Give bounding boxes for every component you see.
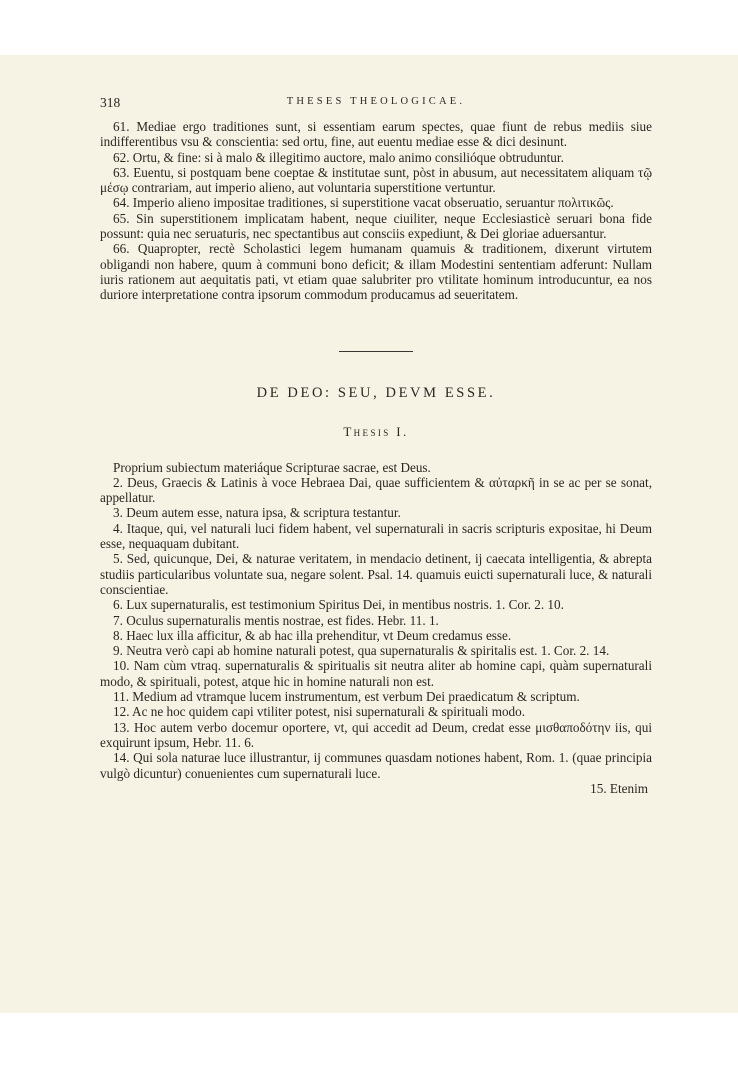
thesis-paragraph-2: 2. Deus, Graecis & Latinis à voce Hebraea Dai, quae sufficientem & αὐταρκῆ in se ac per se sonat, appellatur. xyxy=(100,474,652,506)
section-divider xyxy=(339,351,413,352)
thesis-paragraph-5: 5. Sed, quicunque, Dei, & naturae veritatem, in mendacio detinent, ij caecata intelligentia, & abrepta studiis particularibus voluntate sua, negare solent. Psal. 14. quamuis euicti supernaturali luce, & naturali conscientiae. xyxy=(100,551,652,597)
paragraph-66: 66. Quapropter, rectè Scholastici legem humanam quamuis & traditionem, dixerunt virtutem obligandi non habere, quum à communi bono deficit; & illam Modestini sententiam adferunt: Nullam iuris rationem aut aequitatis pati, vt etiam quae salubriter pro vtilitate hominum introducuntur, ea nos duriore interpretatione contra ipsorum commodum producamus ad seueritatem. xyxy=(100,241,652,303)
thesis-paragraph-4: 4. Itaque, qui, vel naturali luci fidem habent, vel supernaturali in sacris scripturis expositae, hi Deum esse, nequaquam dubitant. xyxy=(100,520,652,552)
page-header xyxy=(100,95,652,119)
top-paragraphs xyxy=(100,119,652,303)
section-title: DE DEO: SEU, DEVM ESSE. xyxy=(256,384,496,401)
paragraph-62: 62. Ortu, & fine: si à malo & illegitimo auctore, malo animo consilióque obtruduntur. xyxy=(113,149,564,165)
paragraph-64: 64. Imperio alieno impositae traditiones, si superstitione vacat obseruatio, seruantur πολιτικῶς. xyxy=(113,195,614,211)
thesis-paragraphs xyxy=(100,460,652,781)
running-title: THESES THEOLOGICAE. xyxy=(286,96,466,107)
catchword: 15. Etenim xyxy=(590,780,648,796)
paragraph-63: 63. Euentu, si postquam bene coeptae & institutae sunt, pòst in abusum, aut necessitatem aliquam τῷ μέσῳ contrariam, aut imperio alieno, aut voluntaria superstitione vertuntur. xyxy=(100,164,652,196)
thesis-paragraph-11: 11. Medium ad vtramque lucem instrumentum, est verbum Dei praedicatum & scriptum. xyxy=(113,689,580,705)
paragraph-61: 61. Mediae ergo traditiones sunt, si essentiam earum spectes, quae fiunt de rebus mediis siue indifferentibus vsu & conscientia: sed ortu, fine, aut euentu mediae esse & dici desinunt. xyxy=(100,119,652,150)
thesis-paragraph-1: Proprium subiectum materiáque Scripturae sacrae, est Deus. xyxy=(113,459,431,475)
page-number: 318 xyxy=(100,95,121,110)
thesis-paragraph-8: 8. Haec lux illa afficitur, & ab hac illa prehenditur, vt Deum credamus esse. xyxy=(113,627,512,643)
thesis-paragraph-12: 12. Ac ne hoc quidem capi vtiliter potest, nisi supernaturali & spirituali modo. xyxy=(113,704,526,720)
book-page xyxy=(0,55,738,1013)
thesis-paragraph-14: 14. Qui sola naturae luce illustrantur, ij communes quasdam notiones habent, Rom. 1. (quae principia vulgò dicuntur) conuenientes cum supernaturali luce. xyxy=(100,750,652,781)
thesis-paragraph-3: 3. Deum autem esse, natura ipsa, & scriptura testantur. xyxy=(113,505,401,521)
thesis-paragraph-13: 13. Hoc autem verbo docemur oportere, vt, qui accedit ad Deum, credat esse μισθαποδότην iis, qui exquirunt ipsum, Hebr. 11. 6. xyxy=(100,719,652,750)
page-content xyxy=(100,95,652,796)
thesis-paragraph-7: 7. Oculus supernaturalis mentis nostrae, est fides. Hebr. 11. 1. xyxy=(113,612,439,628)
paragraph-65: 65. Sin superstitionem implicatam habent, neque ciuiliter, neque Ecclesiasticè seruari bona fide possunt: quia nec seruaturis, nec spectantibus aut consciis expediunt, & Dei gloriae aduersantur. xyxy=(100,210,652,242)
thesis-paragraph-10: 10. Nam cùm vtraq. supernaturalis & spiritualis sit neutra aliter ab homine capi, quàm supernaturali modo, & spirituali, potest, atque hic in homine naturali non est. xyxy=(100,658,652,689)
thesis-paragraph-9: 9. Neutra verò capi ab homine naturali potest, qua supernaturalis & spiritalis est. 1. Cor. 2. 14. xyxy=(113,643,610,659)
thesis-paragraph-6: 6. Lux supernaturalis, est testimonium Spiritus Dei, in mentibus nostris. 1. Cor. 2. 10. xyxy=(113,597,564,613)
thesis-title: Thesis I. xyxy=(343,423,409,439)
